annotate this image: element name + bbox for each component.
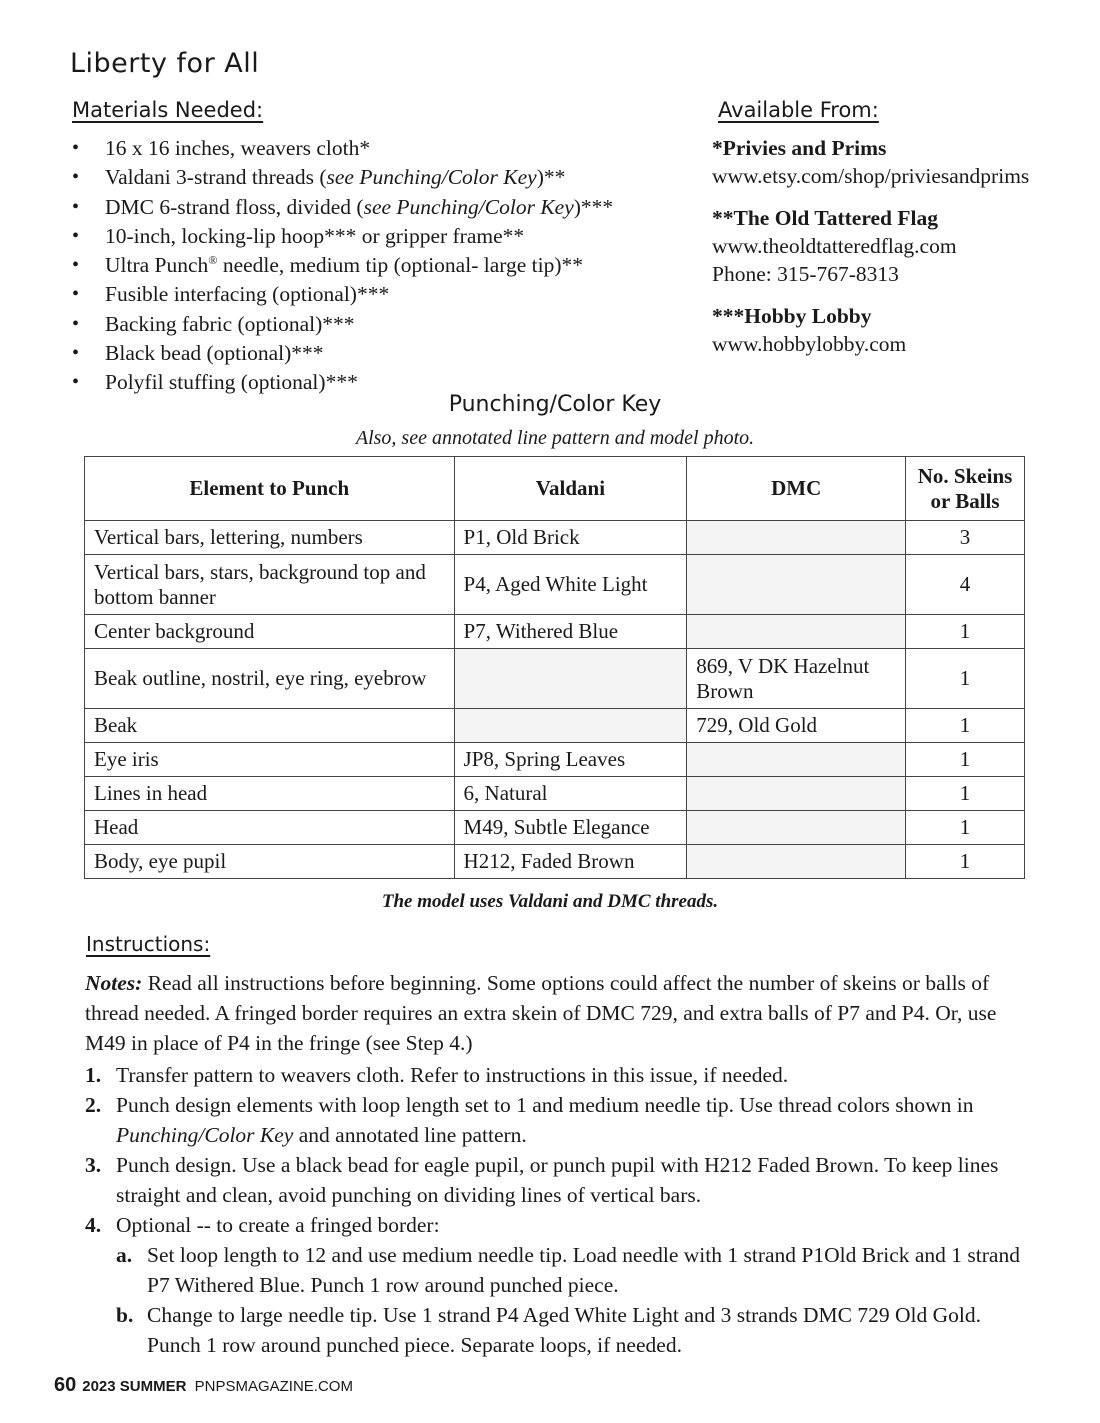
quantity-cell: 1 [906,777,1025,811]
color-key-heading: Punching/Color Key [448,392,662,417]
source-url: www.hobbylobby.com [712,332,907,356]
page-footer [54,1374,353,1397]
dmc-cell [687,811,906,845]
valdani-cell: P1, Old Brick [454,521,687,555]
list-item: • 10-inch, locking-lip hoop*** or gripper frame** [70,222,613,251]
source-url: www.theoldtatteredflag.com [712,234,957,258]
quantity-cell: 4 [906,555,1025,615]
source-old-tattered-flag: **The Old Tattered Flag www.theoldtatteredflag.com Phone: 315-767-8313 [712,204,1029,288]
valdani-cell: 6, Natural [454,777,687,811]
column-header-element: Element to Punch [85,457,455,521]
source-url: www.etsy.com/shop/priviesandprims [712,164,1030,188]
dmc-cell [687,743,906,777]
element-cell: Eye iris [85,743,455,777]
instructions-notes [85,968,1035,1058]
quantity-cell: 1 [906,811,1025,845]
notes-label: Notes: [85,971,143,995]
element-cell: Beak outline, nostril, eye ring, eyebrow [85,649,455,709]
color-key-note: Also, see annotated line pattern and model photo. [355,427,755,449]
dmc-cell [687,555,906,615]
quantity-cell: 1 [906,615,1025,649]
element-cell: Vertical bars, stars, background top and bottom banner [85,555,455,615]
color-key-table [84,456,1025,879]
column-header-dmc: DMC [687,457,906,521]
sources-list [712,134,1029,372]
element-cell: Beak [85,709,455,743]
step-1: 1. Transfer pattern to weavers cloth. Refer to instructions in this issue, if needed. [85,1063,789,1087]
source-privies-and-prims: *Privies and Prims www.etsy.com/shop/priviesandprims [712,136,1030,188]
materials-heading: Materials Needed: [72,98,264,122]
element-cell: Center background [85,615,455,649]
quantity-cell: 1 [906,845,1025,879]
list-item: • Black bead (optional)*** [70,339,613,368]
dmc-cell: 869, V DK Hazelnut Brown [687,649,906,709]
valdani-cell: P7, Withered Blue [454,615,687,649]
dmc-cell: 729, Old Gold [687,709,906,743]
element-cell: Body, eye pupil [85,845,455,879]
valdani-cell: M49, Subtle Elegance [454,811,687,845]
available-heading: Available From: [718,98,879,122]
step-4b: b. Change to large needle tip. Use 1 strand P4 Aged White Light and 3 strands DMC 729 Old Gold. Punch 1 row around punched piece. Separate loops, if needed. [116,1303,982,1357]
table-row [85,845,1025,879]
table-row [85,743,1025,777]
table-header-row [85,457,1025,521]
element-cell: Vertical bars, lettering, numbers [85,521,455,555]
element-cell: Head [85,811,455,845]
valdani-cell: P4, Aged White Light [454,555,687,615]
instructions-heading: Instructions: [86,932,211,956]
quantity-cell: 3 [906,521,1025,555]
list-item: • Polyfil stuffing (optional)*** [70,368,613,397]
list-item: • 16 x 16 inches, weavers cloth* [70,134,613,163]
list-item: • Backing fabric (optional)*** [70,310,613,339]
table-row [85,777,1025,811]
page-title: Liberty for All [70,48,260,79]
site-link[interactable]: PNPSMAGAZINE.COM [194,1378,353,1395]
step-3: 3. Punch design. Use a black bead for eagle pupil, or punch pupil with H212 Faded Brown. To keep lines straight and clean, avoid punching on dividing lines of vertical bars. [85,1153,999,1207]
table-row [85,555,1025,615]
column-header-valdani: Valdani [454,457,687,521]
materials-list [70,134,613,398]
source-phone: Phone: 315-767-8313 [712,262,899,286]
table-row [85,709,1025,743]
issue-label: 2023 SUMMER [82,1378,187,1395]
instruction-steps [85,1060,1035,1360]
table-row [85,521,1025,555]
valdani-cell [454,649,687,709]
dmc-cell [687,521,906,555]
table-row [85,811,1025,845]
step-4: 4. Optional -- to create a fringed border: a. Set loop length to 12 and use medium needle tip. Load needle with 1 strand P1Old Brick and 1 strand P7 Withered Blue. Punch 1 row around punched piece. b. Change to large needle tip. Use 1 strand P4 Aged White Light and 3 strands DMC 729 Old Gold. Punch 1 row around punched piece. Separate loops, if needed. [85,1210,1035,1360]
source-hobby-lobby: ***Hobby Lobby www.hobbylobby.com [712,302,1029,358]
dmc-cell [687,615,906,649]
quantity-cell: 1 [906,709,1025,743]
element-cell: Lines in head [85,777,455,811]
valdani-cell: JP8, Spring Leaves [454,743,687,777]
valdani-cell: H212, Faded Brown [454,845,687,879]
table-row [85,615,1025,649]
page-number: 60 [54,1374,77,1396]
column-header-quantity: No. Skeins or Balls [906,457,1025,521]
step-2: 2. Punch design elements with loop length set to 1 and medium needle tip. Use thread colors shown in Punching/Color Key and annotated line pattern. [85,1093,974,1147]
list-item: • Fusible interfacing (optional)*** [70,280,613,309]
step-4a: a. Set loop length to 12 and use medium needle tip. Load needle with 1 strand P1Old Brick and 1 strand P7 Withered Blue. Punch 1 row around punched piece. [116,1243,1020,1297]
valdani-cell [454,709,687,743]
table-row [85,649,1025,709]
quantity-cell: 1 [906,743,1025,777]
list-item: • Ultra Punch® needle, medium tip (optional- large tip)** [70,251,613,280]
dmc-cell [687,845,906,879]
list-item: • DMC 6-strand floss, divided (see Punching/Color Key)*** [70,193,613,222]
notes-text: Read all instructions before beginning. Some options could affect the number of skeins or balls of thread needed. A fringed border requires an extra skein of DMC 729, and extra balls of P7 and P4. Or, use M49 in place of P4 in the fringe (see Step 4.) [85,971,997,1055]
quantity-cell: 1 [906,649,1025,709]
dmc-cell [687,777,906,811]
table-caption: The model uses Valdani and DMC threads. [381,891,719,912]
list-item: • Valdani 3-strand threads (see Punching/Color Key)** [70,163,613,192]
registered-mark: ® [208,253,218,268]
